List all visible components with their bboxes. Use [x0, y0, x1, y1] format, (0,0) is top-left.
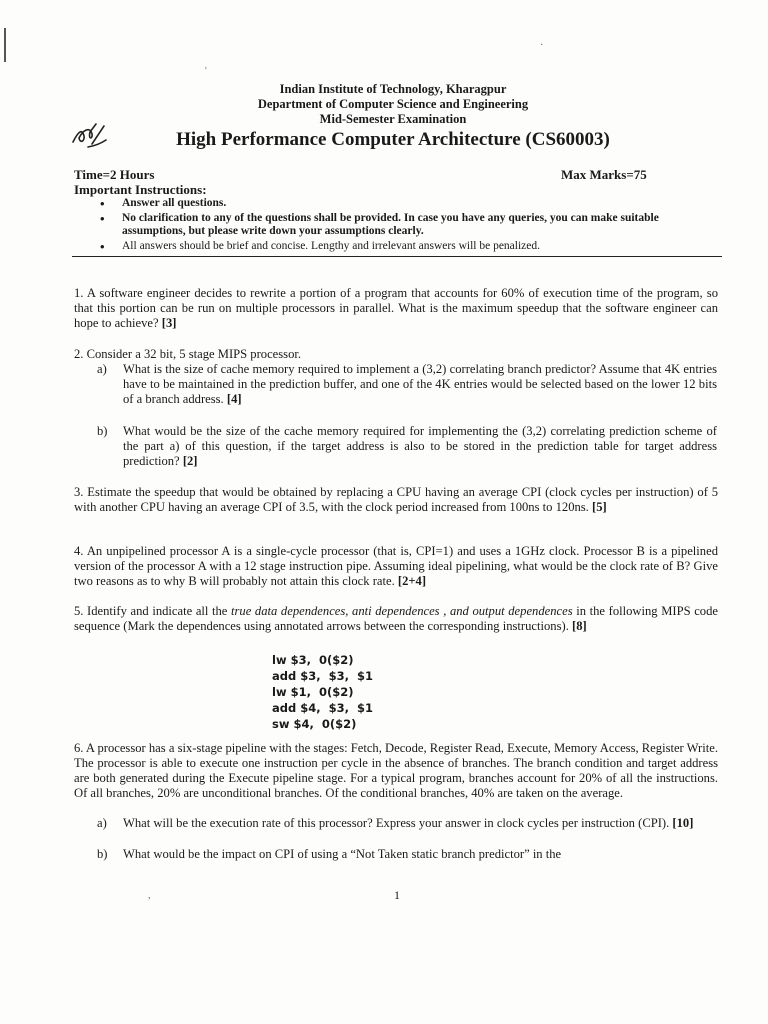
- exam-name: Mid-Semester Examination: [319, 112, 467, 126]
- max-marks: Max Marks=75: [561, 167, 647, 182]
- question-marks: [5]: [592, 500, 607, 514]
- question-marks: [3]: [161, 316, 177, 330]
- instruction-item: • All answers should be brief and concise. Lengthy and irrelevant answers will be penalized.: [100, 240, 720, 254]
- code-line: add $4, $3, $1: [272, 701, 373, 715]
- department-name: Department of Computer Science and Engineering: [257, 97, 529, 111]
- mips-code-block: [272, 652, 373, 732]
- part-label: b): [97, 424, 108, 438]
- stray-mark: ·: [540, 40, 544, 51]
- question-text: 2. Consider a 32 bit, 5 stage MIPS processor.: [74, 347, 302, 361]
- part-label: a): [97, 362, 107, 376]
- question-text: 5. Identify and indicate all the: [74, 604, 232, 618]
- part-text: What is the size of cache memory required to implement a (3,2) correlating branch predictor? Assume that 4K entries have to be maintained in the prediction buffer, and one of the 4K entries would be selected based on the lower 12 bits of a branch address.: [123, 362, 717, 406]
- question-text: 3. Estimate the speedup that would be obtained by replacing a CPU having an average CPI (clock cycles per instruction) of 5 with another CPU having an average CPI of 3.5, with the clock period increased from 100ns to 120ns.: [74, 485, 718, 514]
- question-6a: [97, 816, 717, 831]
- handwritten-signature-icon: [70, 114, 110, 154]
- question-4: [74, 544, 718, 589]
- scan-edge-mark: [4, 28, 6, 62]
- question-text: in the following MIPS code sequence (Mark the dependences using annotated arrows between the corresponding instructions).: [74, 604, 718, 633]
- question-text: 4. An unpipelined processor A is a single-cycle processor (that is, CPI=1) and uses a 1GHz clock. Processor B is a pipelined version of the processor A with a 12 stage instruction pipe. Assuming ideal pipelining, what would be the clock rate of B? Give two reasons as to why B will probably not attain this clock rate.: [74, 544, 718, 588]
- instruction-item: • No clarification to any of the questions shall be provided. In case you have any queries, you can make suitable assumptions, but please write down your assumptions clearly.: [100, 212, 720, 239]
- course-title: High Performance Computer Architecture (CS60003): [176, 129, 610, 150]
- question-1: [74, 286, 718, 331]
- question-marks: [8]: [572, 619, 587, 633]
- question-2: [74, 347, 718, 362]
- question-6: [74, 741, 718, 801]
- part-marks: [2]: [182, 454, 198, 468]
- instructions-list: [100, 197, 720, 254]
- part-text: What will be the execution rate of this processor? Express your answer in clock cycles per instruction (CPI).: [123, 816, 670, 830]
- stray-mark: ': [205, 66, 207, 77]
- part-label: a): [97, 816, 107, 830]
- exam-header: [0, 82, 768, 152]
- part-text: What would be the size of the cache memory required for implementing the (3,2) correlating prediction scheme of the part a) of this question, if the target address is also to be stored in the prediction table for target address prediction?: [123, 424, 717, 468]
- code-line: add $3, $3, $1: [272, 669, 373, 683]
- question-6b: [97, 847, 717, 862]
- question-3: [74, 485, 718, 515]
- question-text: 1. A software engineer decides to rewrite a portion of a program that accounts for 60% of execution time of the program, so that this portion can be run on multiple processors in parallel. What is the maximum speedup that the software engineer can hope to achieve?: [74, 286, 718, 330]
- part-text: What would be the impact on CPI of using a “Not Taken static branch predictor” in the: [123, 847, 562, 861]
- institute-name: Indian Institute of Technology, Kharagpur: [279, 82, 507, 96]
- code-line: sw $4, 0($2): [272, 717, 357, 731]
- instructions-heading: Important Instructions:: [74, 182, 207, 197]
- page-number: 1: [394, 888, 400, 902]
- question-emphasis: true data dependences, anti dependences , and output dependences: [231, 604, 573, 618]
- code-line: lw $3, 0($2): [272, 653, 354, 667]
- code-line: lw $1, 0($2): [272, 685, 354, 699]
- question-2b: [97, 424, 717, 469]
- question-marks: [2+4]: [397, 574, 427, 588]
- question-2a: [97, 362, 717, 407]
- instruction-item: • Answer all questions.: [100, 197, 720, 211]
- part-marks: [4]: [226, 392, 242, 406]
- stray-mark: ,: [148, 890, 151, 901]
- part-marks: [10]: [672, 816, 694, 830]
- part-label: b): [97, 847, 108, 861]
- exam-duration: Time=2 Hours: [74, 167, 155, 182]
- question-5: [74, 604, 718, 634]
- question-text: 6. A processor has a six-stage pipeline with the stages: Fetch, Decode, Register Read, Execute, Memory Access, Register Write. The processor is able to execute one instruction per cycle in the absence of branches. The branch condition and target address are both generated during the Execute pipeline stage. For a typical program, branches account for 20% of all the instructions. Of all branches, 20% are unconditional branches. Of the conditional branches, 40% are taken on the average.: [74, 741, 718, 800]
- header-divider: [72, 256, 722, 257]
